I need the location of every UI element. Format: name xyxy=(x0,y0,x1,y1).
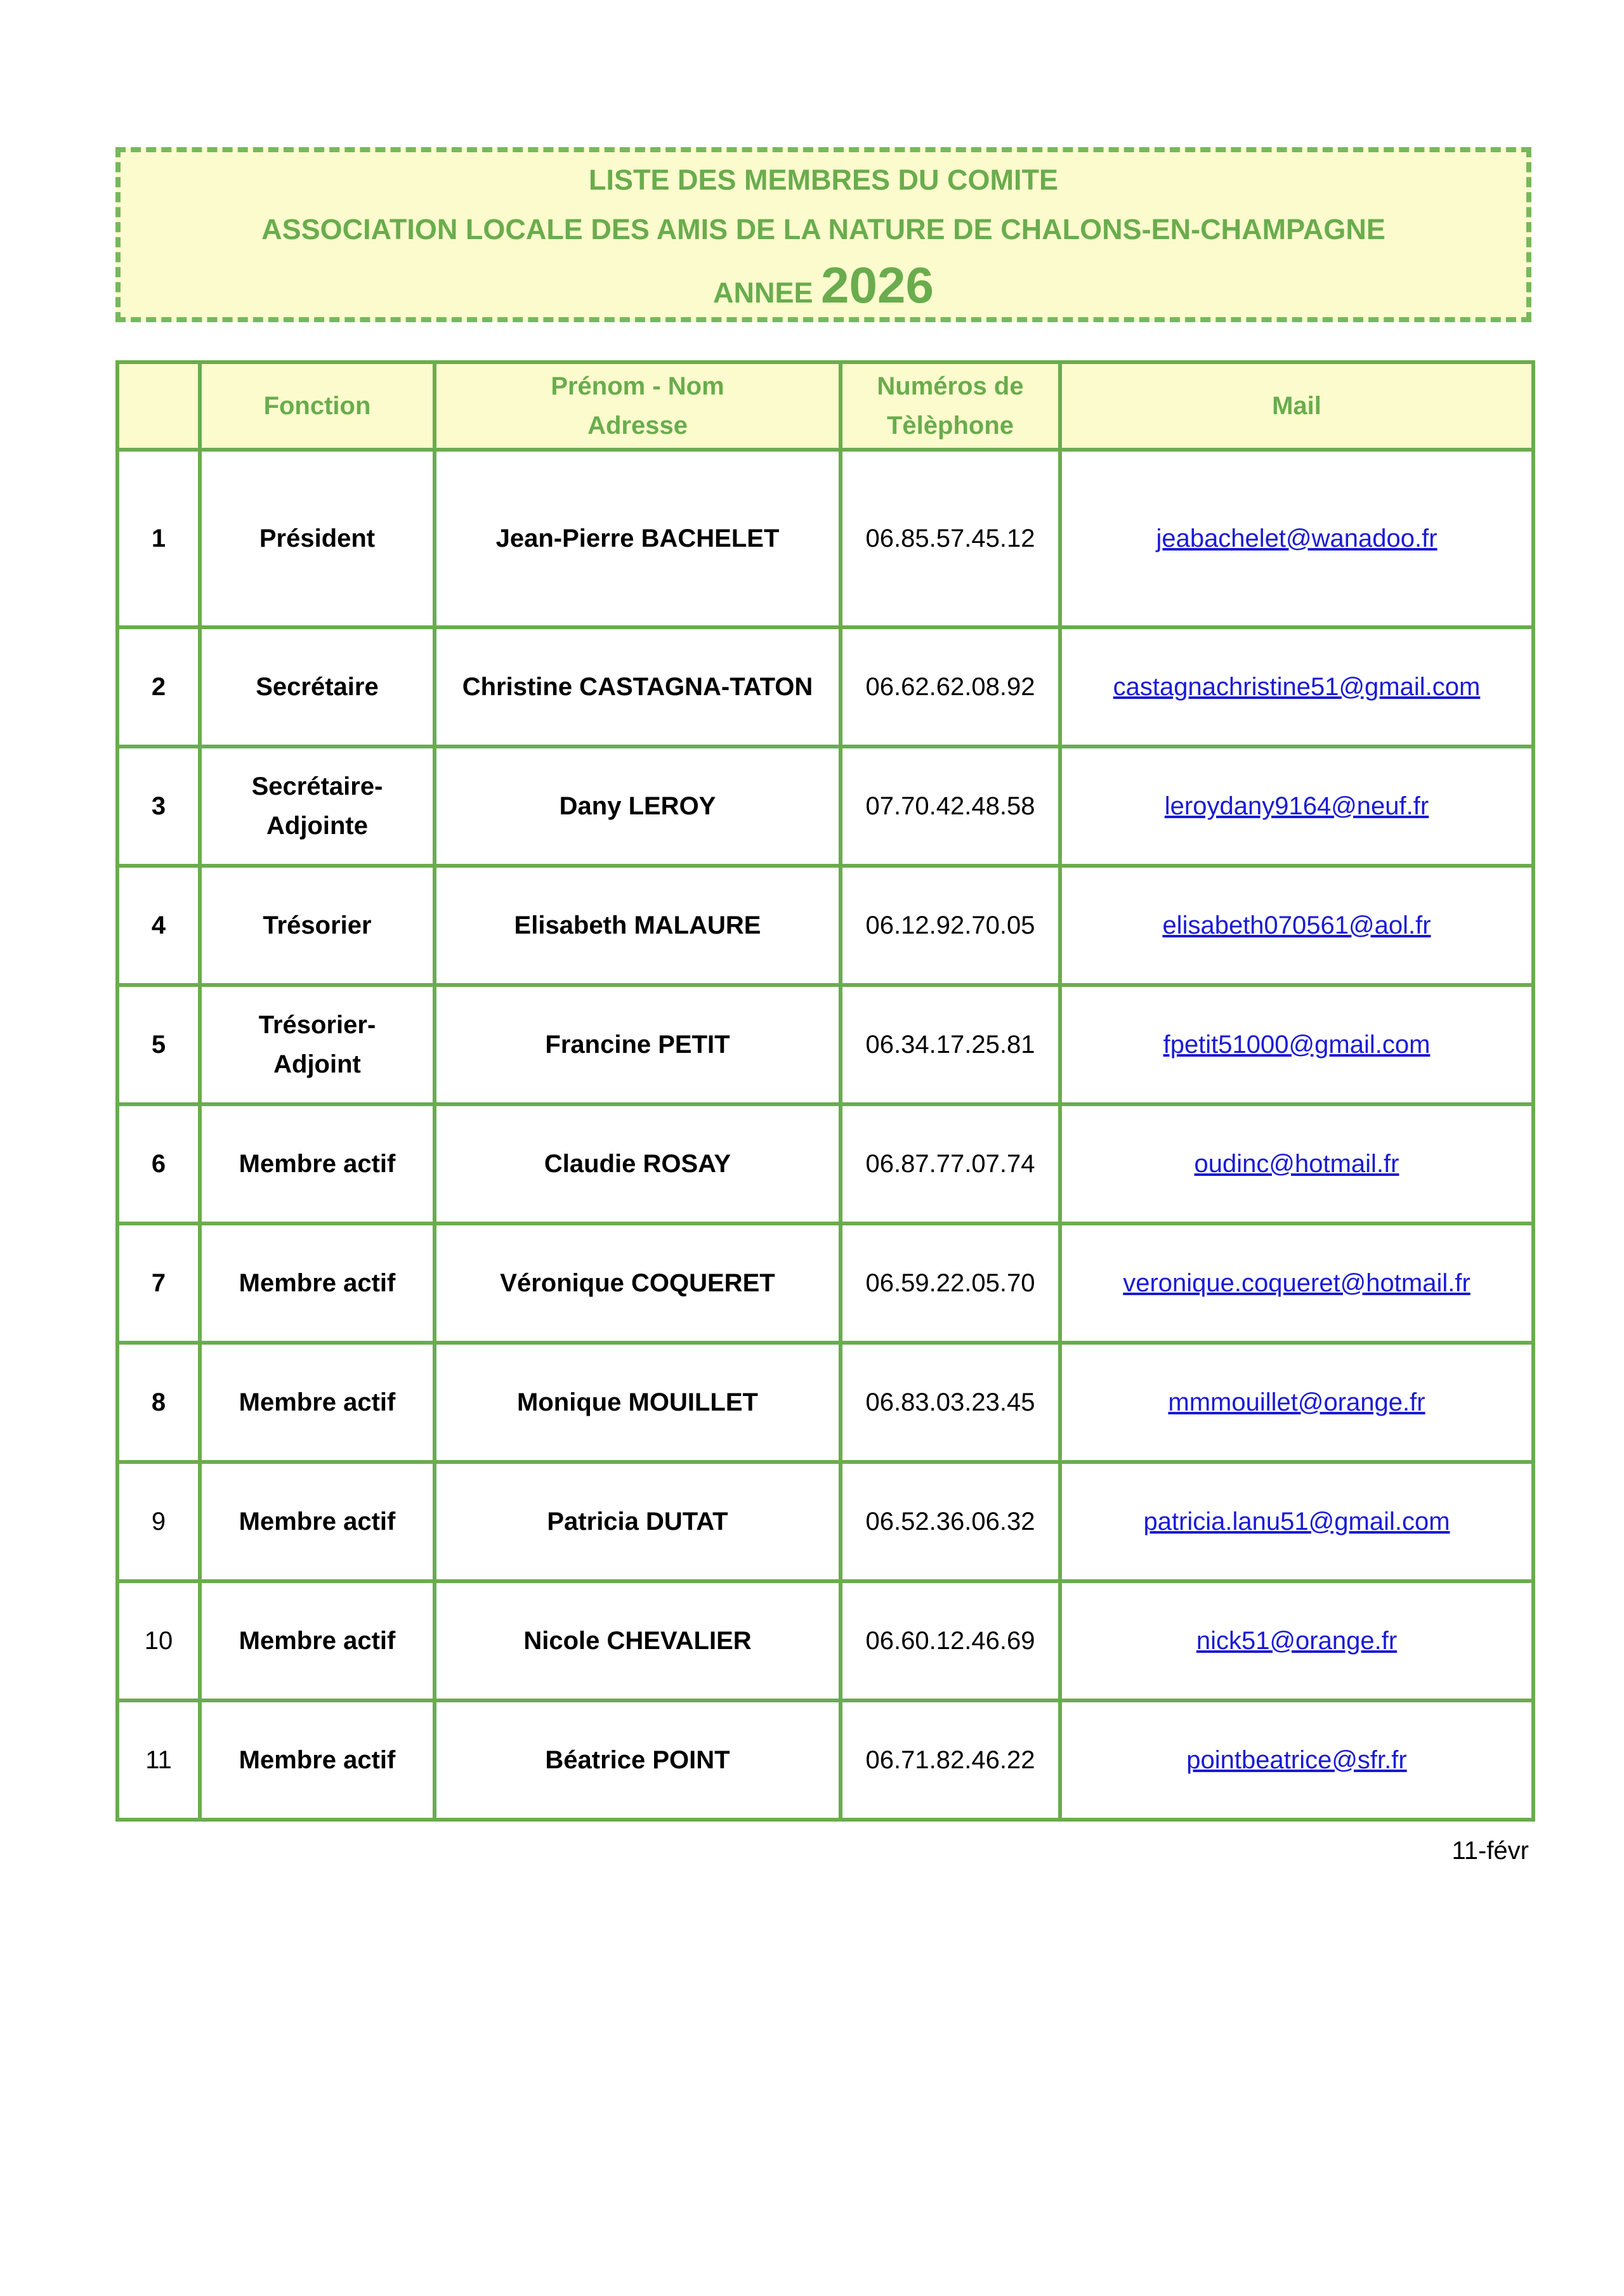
table-row xyxy=(117,866,1533,985)
member-function xyxy=(200,1223,435,1343)
member-email-link[interactable]: oudinc@hotmail.fr xyxy=(1194,1150,1399,1178)
member-phone: 06.60.12.46.69 xyxy=(841,1581,1060,1700)
member-phone: 06.71.82.46.22 xyxy=(841,1700,1060,1820)
row-number: 7 xyxy=(117,1223,200,1343)
member-mail-cell xyxy=(1060,450,1533,627)
member-function-line1: Membre actif xyxy=(239,1627,396,1655)
table-row xyxy=(117,1104,1533,1223)
document-title: LISTE DES MEMBRES DU COMITE xyxy=(588,164,1059,196)
row-number: 5 xyxy=(117,985,200,1104)
member-phone: 06.59.22.05.70 xyxy=(841,1223,1060,1343)
header-number xyxy=(117,362,200,450)
member-mail-cell xyxy=(1060,1462,1533,1581)
table-row xyxy=(117,1223,1533,1343)
header-nom-line2: Adresse xyxy=(587,412,688,440)
row-number: 6 xyxy=(117,1104,200,1223)
member-email-link[interactable]: nick51@orange.fr xyxy=(1196,1627,1398,1655)
table-row xyxy=(117,627,1533,747)
table-row xyxy=(117,747,1533,866)
member-function-line1: Secrétaire- xyxy=(251,773,383,800)
member-phone: 06.52.36.06.32 xyxy=(841,1462,1060,1581)
member-phone: 06.12.92.70.05 xyxy=(841,866,1060,985)
header-fonction: Fonction xyxy=(200,362,435,450)
member-email-link[interactable]: fpetit51000@gmail.com xyxy=(1163,1031,1431,1059)
header-tel-line2: Tèlèphone xyxy=(886,412,1014,440)
member-mail-cell xyxy=(1060,1700,1533,1820)
member-name: Francine PETIT xyxy=(435,985,841,1104)
row-number: 2 xyxy=(117,627,200,747)
member-name: Véronique COQUERET xyxy=(435,1223,841,1343)
member-function-line1: Secrétaire xyxy=(256,673,379,701)
table-row xyxy=(117,985,1533,1104)
member-function-line1: Trésorier- xyxy=(258,1011,376,1039)
table-row xyxy=(117,1700,1533,1820)
row-number: 3 xyxy=(117,747,200,866)
member-function-line1: Trésorier xyxy=(263,911,372,939)
member-function-line1: Membre actif xyxy=(239,1746,396,1774)
members-table xyxy=(115,360,1535,1822)
member-function xyxy=(200,1581,435,1700)
member-phone: 06.83.03.23.45 xyxy=(841,1343,1060,1462)
member-mail-cell xyxy=(1060,1581,1533,1700)
member-email-link[interactable]: patricia.lanu51@gmail.com xyxy=(1143,1508,1450,1536)
member-function xyxy=(200,747,435,866)
member-function xyxy=(200,1343,435,1462)
table-header-row xyxy=(117,362,1533,450)
member-mail-cell xyxy=(1060,1343,1533,1462)
member-function xyxy=(200,1462,435,1581)
member-email-link[interactable]: leroydany9164@neuf.fr xyxy=(1164,792,1429,820)
member-mail-cell xyxy=(1060,627,1533,747)
member-mail-cell xyxy=(1060,985,1533,1104)
table-row xyxy=(117,1581,1533,1700)
member-function xyxy=(200,450,435,627)
header-nom-line1: Prénom - Nom xyxy=(551,372,724,400)
member-phone: 06.34.17.25.81 xyxy=(841,985,1060,1104)
member-email-link[interactable]: mmmouillet@orange.fr xyxy=(1168,1388,1425,1416)
row-number: 9 xyxy=(117,1462,200,1581)
member-mail-cell xyxy=(1060,747,1533,866)
member-name: Dany LEROY xyxy=(435,747,841,866)
table-row xyxy=(117,1462,1533,1581)
header-tel-line1: Numéros de xyxy=(877,372,1024,400)
association-name: ASSOCIATION LOCALE DES AMIS DE LA NATURE DE CHALONS-EN-CHAMPAGNE xyxy=(261,213,1385,245)
member-function-line2: Adjointe xyxy=(266,812,368,840)
member-name: Jean-Pierre BACHELET xyxy=(435,450,841,627)
member-mail-cell xyxy=(1060,1104,1533,1223)
member-email-link[interactable]: castagnachristine51@gmail.com xyxy=(1113,673,1481,701)
member-email-link[interactable]: veronique.coqueret@hotmail.fr xyxy=(1123,1269,1470,1297)
member-function-line1: Président xyxy=(259,525,376,552)
row-number: 4 xyxy=(117,866,200,985)
member-mail-cell xyxy=(1060,1223,1533,1343)
year-value: 2026 xyxy=(821,257,934,313)
title-banner xyxy=(115,147,1531,322)
member-function-line1: Membre actif xyxy=(239,1150,396,1178)
year-line xyxy=(121,254,1526,325)
member-function-line1: Membre actif xyxy=(239,1269,396,1297)
row-number: 1 xyxy=(117,450,200,627)
member-name: Nicole CHEVALIER xyxy=(435,1581,841,1700)
member-phone: 06.85.57.45.12 xyxy=(841,450,1060,627)
header-nom xyxy=(435,362,841,450)
footer-date: 11-févr xyxy=(1451,1837,1529,1865)
member-email-link[interactable]: elisabeth070561@aol.fr xyxy=(1162,911,1431,939)
member-function xyxy=(200,866,435,985)
member-name: Christine CASTAGNA-TATON xyxy=(435,627,841,747)
member-phone: 07.70.42.48.58 xyxy=(841,747,1060,866)
member-email-link[interactable]: jeabachelet@wanadoo.fr xyxy=(1156,525,1437,552)
table-row xyxy=(117,1343,1533,1462)
member-name: Patricia DUTAT xyxy=(435,1462,841,1581)
member-name: Elisabeth MALAURE xyxy=(435,866,841,985)
member-phone: 06.62.62.08.92 xyxy=(841,627,1060,747)
row-number: 8 xyxy=(117,1343,200,1462)
row-number: 11 xyxy=(117,1700,200,1820)
member-function xyxy=(200,627,435,747)
member-function xyxy=(200,1104,435,1223)
member-name: Claudie ROSAY xyxy=(435,1104,841,1223)
table-row xyxy=(117,450,1533,627)
member-name: Monique MOUILLET xyxy=(435,1343,841,1462)
member-function-line1: Membre actif xyxy=(239,1388,396,1416)
header-telephone xyxy=(841,362,1060,450)
member-email-link[interactable]: pointbeatrice@sfr.fr xyxy=(1186,1746,1407,1774)
member-phone: 06.87.77.07.74 xyxy=(841,1104,1060,1223)
header-mail: Mail xyxy=(1060,362,1533,450)
year-label: ANNEE xyxy=(712,277,813,309)
member-function xyxy=(200,985,435,1104)
member-function xyxy=(200,1700,435,1820)
member-mail-cell xyxy=(1060,866,1533,985)
member-function-line2: Adjoint xyxy=(273,1050,361,1078)
row-number: 10 xyxy=(117,1581,200,1700)
member-name: Béatrice POINT xyxy=(435,1700,841,1820)
member-function-line1: Membre actif xyxy=(239,1508,396,1536)
